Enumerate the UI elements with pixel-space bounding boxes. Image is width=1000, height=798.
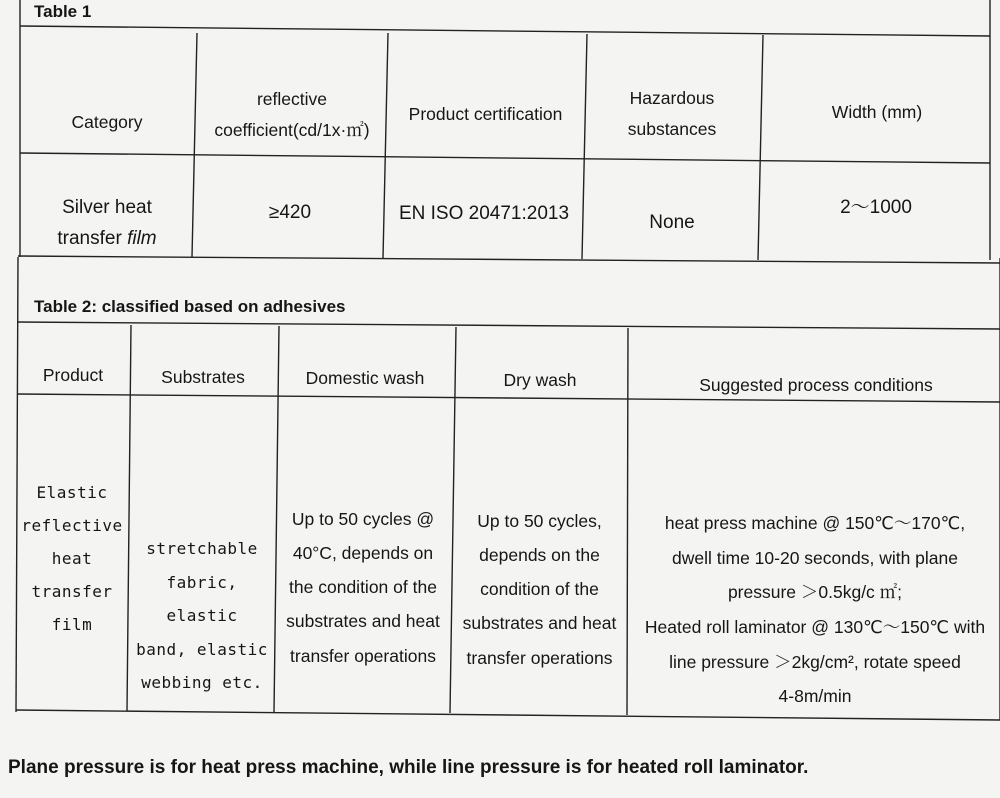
- header-category: Category: [71, 112, 143, 133]
- cell-width-value: 2～1000: [840, 196, 912, 218]
- cell-domestic-wash-value: Up to 50 cycles @ 40°C, depends on the condition of the substrates and heat transfer operations: [286, 509, 440, 666]
- table1-title: Table 1: [34, 2, 92, 21]
- header-width: Width (mm): [831, 102, 923, 123]
- cell-dry-wash-value: Up to 50 cycles, depends on the condition of the substrates and heat transfer operations: [462, 511, 617, 668]
- cell-category-value: Silver heat transfer film: [57, 196, 157, 249]
- header-domestic-wash: Domestic wash: [305, 368, 425, 389]
- cell-substrates-value: stretchable fabric, elastic band, elastic webbing etc.: [136, 539, 268, 693]
- header-hazardous-substances: Hazardous substances: [627, 87, 717, 139]
- header-product: Product: [42, 365, 104, 386]
- cell-product-value: Elastic reflective heat transfer film: [21, 483, 123, 635]
- header-substrates: Substrates: [161, 367, 245, 388]
- table2-title: Table 2: classified based on adhesives: [34, 297, 346, 316]
- cell-reflective-value: ≥420: [268, 201, 312, 223]
- header-product-certification: Product certification: [408, 104, 563, 125]
- cell-hazardous-value: None: [649, 211, 695, 233]
- footnote-text: Plane pressure is for heat press machine, while line pressure is for heated roll laminator.: [8, 757, 809, 778]
- cell-certification-value: EN ISO 20471:2013: [398, 202, 570, 224]
- cell-process-conditions-value: heat press machine @ 150℃～170℃, dwell time 10-20 seconds, with plane pressure ＞0.5kg/c ㎡; Heated roll laminator @ 130℃～150℃ with line pressure ＞2kg/cm², rotate speed 4-8m/min: [644, 513, 986, 707]
- header-dry-wash: Dry wash: [503, 370, 577, 391]
- header-reflective-coefficient: reflective coefficient(cd/1x·㎡): [214, 89, 370, 140]
- header-process-conditions: Suggested process conditions: [699, 375, 933, 396]
